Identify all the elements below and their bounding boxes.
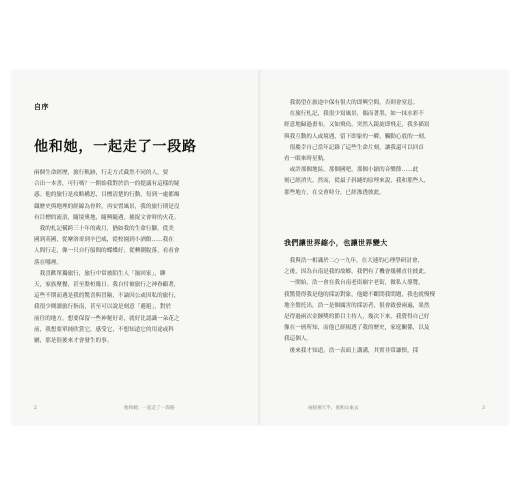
text-line: 人間行走，像一只自行船間的蝶蝶好，從轉側脫落，看看會 <box>34 248 180 255</box>
text-line: 兩個生命經歷，旅行軌跡，行走方式截然不同的人，要 <box>34 170 169 176</box>
text-line: 這些不期而遇是我的驚喜與冒險，不論因公或因私的旅行， <box>34 293 180 300</box>
text-line: 之後，因為台南是我的故鄉，我們有了機會幾種直往彼此。 <box>284 269 430 276</box>
text-line: 後來我才知道，浩一表面上講溝，其實非常謙慎，採 <box>284 347 419 354</box>
text-line: 有目標的流浪，隨境奧地，隨興隨遇，捕捉文會時的火花。 <box>34 214 180 221</box>
text-line: 我驚覺得我是他的採訪對象，他總不斷問我問題，我也就慢慢 <box>284 291 436 298</box>
text-line: 惑。他的旅行是攻略構思，目標清楚的行動，每到一處都爆 <box>34 192 180 199</box>
left-page-number: 2 <box>34 406 37 411</box>
text-line: 落在哪裡。 <box>34 259 62 266</box>
text-line: 經意地歸過畫布，又如飛鳥，突然入鏡旋即飛走，我多描寫 <box>284 122 430 129</box>
right-body-text-bottom <box>284 256 486 357</box>
text-line: 我與浩一相識於二○一九年，在大連的心理學研討會， <box>284 258 424 264</box>
section-label: 自序 <box>34 103 49 111</box>
text-line: 或許那個地區，那個國吧，那個小鎮的音樂節……此 <box>284 167 419 174</box>
text-line: 是得過兩次金鐘獎的節目主持人，幾次下來，我覺得自己好 <box>284 314 430 321</box>
text-line: 我這個人。 <box>284 336 312 343</box>
section-subheading: 我們讓世界縮小，也讓世界變大 <box>284 239 388 247</box>
text-line: 看一眼來時星軌。 <box>284 156 329 163</box>
left-page <box>12 70 260 425</box>
text-line: 前，我想要單純欣賞它，感受它，不想知道它的用途或科 <box>34 326 174 333</box>
text-line: 刻已經消失。然而，從最子斜縫的原理來說，我和那些人， <box>284 178 430 185</box>
text-line: 與我互動的人或境遇，留下即象的一瞬，觸動心底的一刻。 <box>284 133 430 140</box>
chapter-title: 他和她，一起走了一段路 <box>34 139 197 155</box>
text-line: 我渴望在旅途中保有很大的即興空間，否則會窒息。 <box>284 100 419 106</box>
left-running-head: 他和她：一起走了一段路 <box>124 406 175 411</box>
text-line: 合出一本書，可行嗎？一開始我對於浩一的提議有這樣的疑 <box>34 181 180 188</box>
text-line: 一開始，浩一會在我台南老街廟宇老街，做私人導覽， <box>284 280 424 287</box>
text-line: 國到英國，從摩洛哥到辛巴威，從校園到小酒館……我在 <box>34 237 174 244</box>
text-line: 天，家族聚餐，甚至盤桓幾日。我自付被旅行之神眷顧著， <box>34 282 180 289</box>
text-line: 我的札記橫跨三十年的歲月，猶如我的生命行腳，從美 <box>34 226 174 233</box>
text-line: 我喜歡單獨旅行，旅行中常被陌生人「撿回家」，聊 <box>34 270 166 277</box>
book-spread <box>12 70 508 425</box>
right-page-number: 3 <box>482 406 485 411</box>
text-line: 地全盤托出，浩一是個厲害的採訪者，很會啟發兩遍，果然 <box>284 302 430 309</box>
text-line: 那些地方，在交會時分，已經滲透彼此。 <box>284 189 385 196</box>
left-body-text <box>34 168 239 347</box>
text-line: 很慶幸自己當年記錄了這些生命片刻，讓我還可以回首 <box>284 144 424 151</box>
text-line: 我很少閱讀旅行指南，甚至可以說是刻意「避避」，對於 <box>34 304 172 311</box>
right-body-text-top <box>284 98 486 199</box>
text-line: 在旅行札記，我很少寫風景，偶而著墨，如一抹水彩不 <box>284 111 424 118</box>
text-line: 前往的地方，想要保留一些神秘好奇，就好比認識一朵花之 <box>34 315 180 322</box>
text-line: 像在一層所知，而他已經揭透了我的歷史，家庭關係，以及 <box>284 325 430 332</box>
right-page <box>260 70 508 425</box>
text-line: 屬，那是很後來才會發生的事。 <box>34 338 113 345</box>
text-line: 織歷史與地理的經線為骨幹，再安置風景，我的旅行則是沒 <box>34 203 180 210</box>
right-running-head: 兩很揚天乎，他和山東去 <box>308 406 359 411</box>
